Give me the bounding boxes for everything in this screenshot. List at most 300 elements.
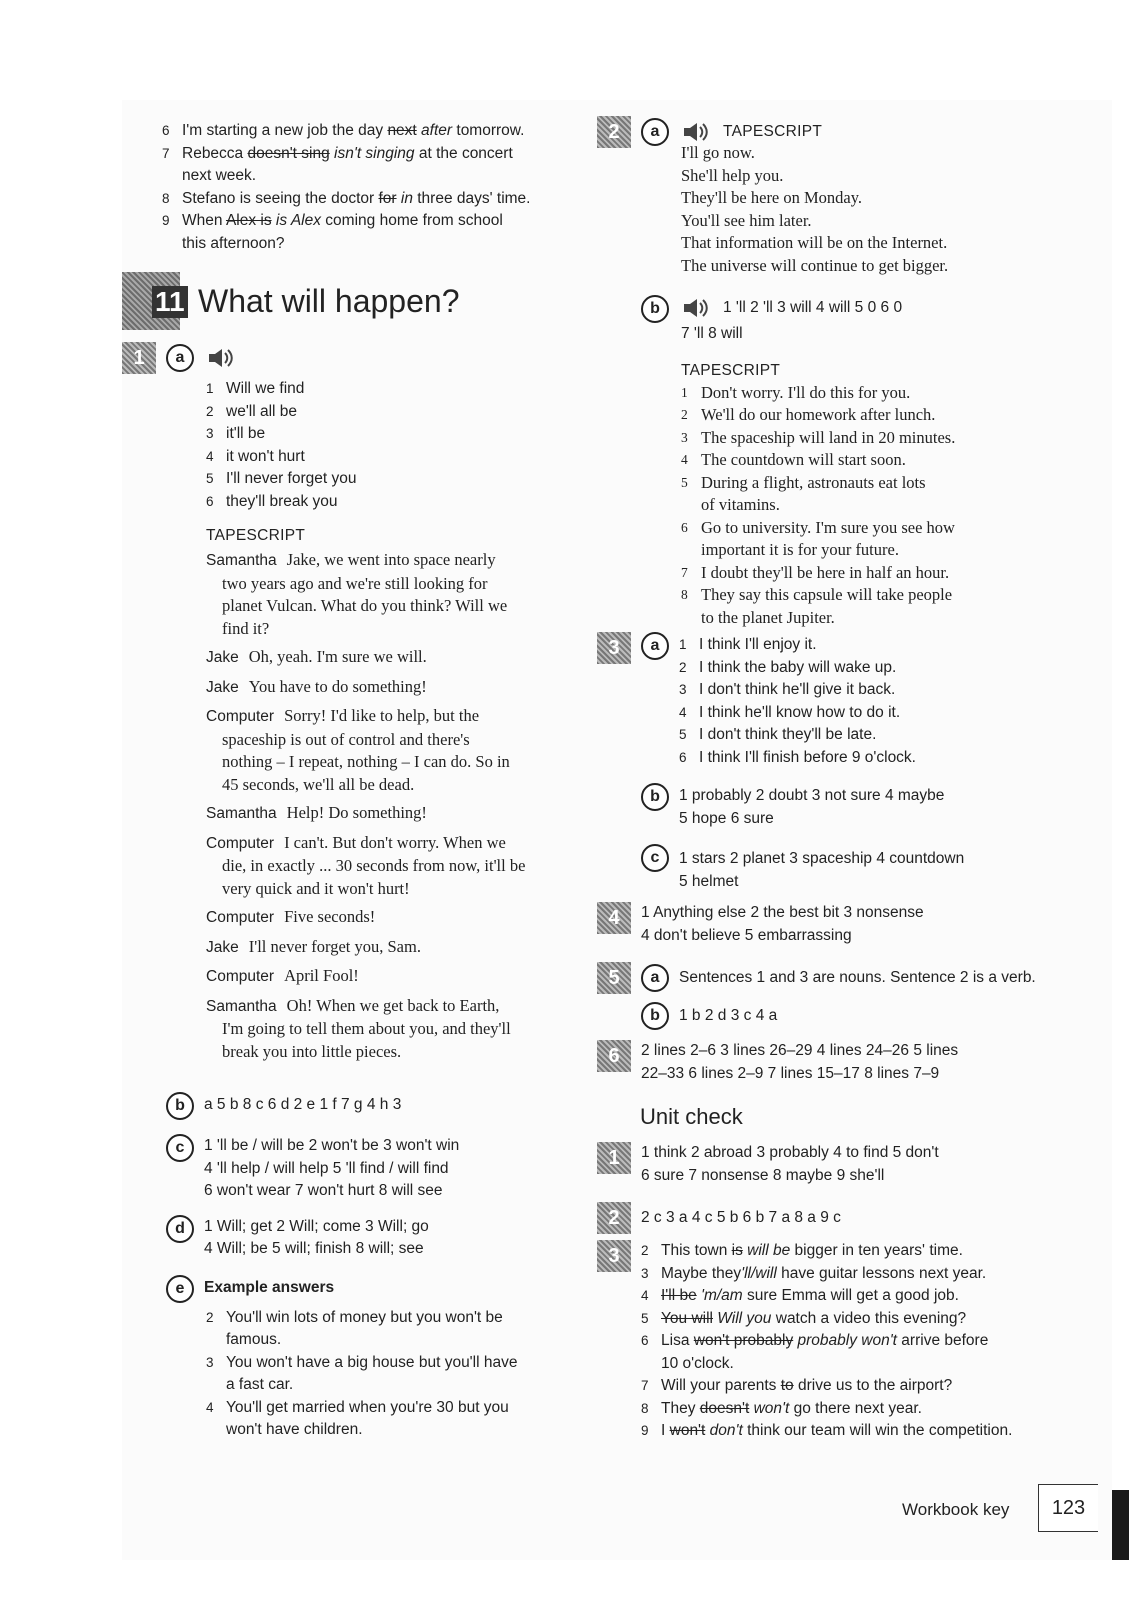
- answer-text: I'm starting a new job the day: [182, 122, 388, 139]
- dialogue-text: planet Vulcan. What do you think? Will we: [222, 596, 508, 615]
- ex2-b-line2: 7 'll 8 will: [681, 325, 743, 342]
- unit-check-1-answers: [641, 1142, 939, 1187]
- speaker-name: Computer: [206, 834, 275, 852]
- answer-text: This town: [661, 1242, 732, 1259]
- dialogue-text: You have to do something!: [248, 676, 427, 696]
- dialogue-text: April Fool!: [284, 966, 359, 985]
- item-number: 3: [206, 1354, 214, 1370]
- item-text: [661, 1420, 1101, 1443]
- page-edge-strip: [1112, 1490, 1129, 1560]
- answer-text: arrive before: [897, 1332, 989, 1349]
- correction-text: Will you: [713, 1309, 772, 1327]
- tapescript-line: I'll go now.: [681, 143, 755, 162]
- tapescript-line: [681, 562, 1107, 585]
- answer-row: [679, 747, 916, 770]
- item-number: 1: [679, 637, 687, 652]
- answer-text: Maybe they: [661, 1264, 742, 1282]
- dialogue-text: two years ago and we're still looking for: [222, 573, 488, 593]
- exercise-1: [122, 342, 592, 1069]
- item-text: I doubt they'll be here in half an hour.: [701, 562, 950, 582]
- unit-header: [122, 272, 459, 330]
- crossed-out-text: You will: [661, 1309, 713, 1327]
- dialogue-text: break you into little pieces.: [222, 1041, 402, 1061]
- answer-row: 1 Anything else 2 the best bit 3 nonsense: [641, 904, 924, 921]
- tapescript-line: [681, 427, 1107, 450]
- dialogue-line: [206, 906, 566, 930]
- item-text: they'll break you: [226, 492, 338, 510]
- exercise-number-badge: 2: [597, 1202, 631, 1234]
- item-text: [661, 1398, 1101, 1421]
- page-number: 123: [1038, 1484, 1098, 1532]
- item-number: 2: [679, 659, 687, 675]
- item-number: 3: [206, 426, 214, 441]
- unit-check-3-answers: [641, 1240, 1101, 1443]
- correction-text: will be: [742, 1242, 791, 1259]
- answer-text: 10 o'clock.: [661, 1354, 734, 1372]
- answer-row: 5 helmet: [679, 872, 739, 890]
- crossed-out-text: is: [731, 1242, 743, 1259]
- item-number: 4: [641, 1288, 649, 1303]
- dialogue-text: Five seconds!: [284, 907, 376, 926]
- answer-row: 1 Will; get 2 Will; come 3 Will; go: [204, 1217, 429, 1235]
- answer-row: [206, 446, 592, 469]
- tapescript-line: [681, 382, 1107, 405]
- item-text: [661, 1375, 1101, 1398]
- dialogue-line: [206, 751, 566, 774]
- answer-row: 5 hope 6 sure: [679, 809, 774, 827]
- ex6-answers: [641, 1040, 958, 1085]
- tapescript-dialogue: [206, 549, 566, 1063]
- answer-row: 1 probably 2 doubt 3 not sure 4 maybe: [679, 787, 945, 804]
- answer-row: 22–33 6 lines 2–9 7 lines 15–17 8 lines 7–9: [641, 1064, 940, 1082]
- item-text: I think he'll know how to do it.: [699, 703, 901, 721]
- item-number: [206, 1419, 226, 1442]
- answer-text: When: [182, 212, 226, 229]
- dialogue-turn: [206, 832, 566, 901]
- answer-text: Lisa: [661, 1332, 694, 1349]
- item-text: it'll be: [226, 425, 266, 442]
- unit-number: 11: [152, 286, 188, 318]
- ex5-a-answer: Sentences 1 and 3 are nouns. Sentence 2 is a verb.: [679, 968, 1036, 986]
- tapescript-line: She'll help you.: [681, 165, 784, 185]
- item-number: 1: [681, 384, 688, 400]
- correction-text: isn't singing: [329, 144, 415, 162]
- dialogue-text: spaceship is out of control and there's: [222, 729, 470, 749]
- answer-row: [641, 1353, 1101, 1376]
- answer-row: [641, 1330, 1101, 1353]
- item-text: famous.: [226, 1331, 282, 1348]
- crossed-out-text: to: [780, 1377, 794, 1394]
- dialogue-line: [206, 774, 566, 797]
- dialogue-turn: [206, 965, 566, 989]
- item-text: I don't think he'll give it back.: [699, 681, 896, 698]
- answer-row: [206, 1307, 586, 1330]
- unit-check-2-answers: 2 c 3 a 4 c 5 b 6 b 7 a 8 a 9 c: [641, 1208, 841, 1226]
- answer-text: They: [661, 1399, 700, 1417]
- item-number: 8: [162, 190, 170, 206]
- item-number: 2: [641, 1243, 649, 1258]
- answer-row: [206, 1419, 586, 1442]
- answer-row: 1 think 2 abroad 3 probably 4 to find 5 don't: [641, 1144, 939, 1161]
- item-number: 8: [641, 1400, 649, 1416]
- answer-row: [206, 468, 592, 491]
- answer-row: [206, 1329, 586, 1352]
- ex1-b-answers: a 5 b 8 c 6 d 2 e 1 f 7 g 4 h 3: [204, 1096, 402, 1113]
- item-text: [661, 1240, 1101, 1263]
- answer-text: think our team will win the competition.: [742, 1422, 1013, 1439]
- answer-text: go there next year.: [789, 1399, 922, 1417]
- answer-text: Will your parents: [661, 1377, 781, 1394]
- answer-row: [206, 378, 592, 401]
- tapescript-line: [681, 449, 1107, 472]
- item-text: I think the baby will wake up.: [699, 658, 897, 676]
- part-a-marker: a: [166, 344, 194, 372]
- item-text: I think I'll finish before 9 o'clock.: [699, 748, 916, 766]
- dialogue-turn: [206, 995, 566, 1064]
- answer-row: [206, 1374, 586, 1397]
- answer-text: sure Emma will get a good job.: [742, 1287, 959, 1304]
- answer-text: this afternoon?: [182, 234, 285, 252]
- dialogue-text: Help! Do something!: [286, 803, 427, 822]
- answer-row: 6 won't wear 7 won't hurt 8 will see: [204, 1182, 443, 1199]
- answer-row: 6 sure 7 nonsense 8 maybe 9 she'll: [641, 1166, 885, 1184]
- item-text: [182, 143, 580, 166]
- item-number: 3: [679, 682, 687, 697]
- tapescript-label: TAPESCRIPT: [206, 527, 306, 544]
- answer-row: 4 'll help / will help 5 'll find / will find: [204, 1159, 449, 1177]
- part-e-marker: e: [166, 1275, 194, 1303]
- answer-text: watch a video this evening?: [771, 1309, 967, 1327]
- answer-text: tomorrow.: [452, 122, 525, 139]
- dialogue-line: [206, 573, 566, 596]
- unit-check-3: [597, 1240, 1112, 1443]
- answer-row: [641, 1375, 1101, 1398]
- item-text: Will we find: [226, 380, 305, 397]
- answer-text: coming home from school: [321, 212, 503, 229]
- part-b-marker: b: [641, 295, 669, 323]
- answer-row: [206, 1352, 586, 1375]
- crossed-out-text: won't: [669, 1422, 706, 1439]
- item-text: You'll win lots of money but you won't be: [226, 1308, 503, 1326]
- speaker-name: Computer: [206, 968, 275, 985]
- dialogue-line: [206, 618, 566, 641]
- dialogue-text: very quick and it won't hurt!: [222, 878, 410, 898]
- answer-row: [641, 1398, 1101, 1421]
- ex2-tapescript-list: [681, 382, 1107, 630]
- ex3-c-answers: [679, 848, 964, 893]
- answer-text: Rebecca: [182, 144, 248, 162]
- answer-row: 1 stars 2 planet 3 spaceship 4 countdown: [679, 850, 965, 867]
- tapescript-line: That information will be on the Internet.: [681, 233, 948, 252]
- item-number: 6: [681, 519, 688, 535]
- speaker-name: Samantha: [206, 552, 277, 569]
- tapescript-line: [681, 584, 1107, 607]
- answer-row: [641, 1240, 1101, 1263]
- item-number: [681, 494, 701, 517]
- crossed-out-text: Alex is: [225, 212, 272, 229]
- item-text: The spaceship will land in 20 minutes.: [701, 427, 956, 447]
- item-text: [661, 1330, 1101, 1353]
- answer-row: [641, 1308, 1101, 1331]
- exercise-number-badge: 5: [597, 962, 631, 994]
- item-text: Don't worry. I'll do this for you.: [701, 382, 911, 402]
- answer-text: drive us to the airport?: [793, 1377, 953, 1394]
- item-text: [182, 188, 580, 211]
- item-text: [661, 1308, 1101, 1331]
- item-number: 9: [162, 213, 170, 228]
- dialogue-line: [206, 676, 566, 700]
- item-number: 1: [206, 381, 214, 396]
- speaker-name: Samantha: [206, 997, 277, 1015]
- correction-text: probably won't: [793, 1332, 897, 1349]
- answer-text: Stefano is seeing the doctor: [182, 189, 379, 207]
- exercise-number-badge: 4: [597, 902, 631, 934]
- answer-row: [679, 702, 916, 725]
- dialogue-text: I'll never forget you, Sam.: [248, 936, 421, 956]
- correction-text: 'll/will: [741, 1264, 777, 1282]
- answer-row: [641, 1285, 1101, 1308]
- unit-check-1: [597, 1142, 1107, 1187]
- item-number: 3: [681, 429, 688, 445]
- item-number: 7: [681, 564, 688, 580]
- exercise-4: [597, 902, 1107, 947]
- answer-row: [679, 657, 916, 680]
- item-number: 5: [641, 1310, 649, 1326]
- crossed-out-text: won't probably: [693, 1332, 794, 1349]
- dialogue-line: [206, 705, 566, 729]
- dialogue-line: [206, 646, 566, 670]
- answer-text: at the concert: [414, 144, 513, 162]
- item-text: The countdown will start soon.: [701, 450, 906, 469]
- dialogue-text: I'm going to tell them about you, and they'll: [222, 1019, 511, 1038]
- tapescript-line: The universe will continue to get bigger.: [681, 255, 949, 275]
- ex3-b-answers: [679, 785, 944, 830]
- answer-text: three days' time.: [412, 189, 531, 207]
- example-answers-label: Example answers: [204, 1279, 335, 1297]
- item-number: 4: [679, 704, 687, 720]
- dialogue-line: [206, 965, 566, 989]
- exercise-number-badge: 3: [597, 632, 631, 664]
- ex1-a-answers: [206, 378, 592, 513]
- list-item: [162, 143, 580, 166]
- item-number: 6: [206, 493, 214, 509]
- exercise-number-badge: 1: [597, 1142, 631, 1174]
- list-item: [162, 120, 580, 143]
- part-b-marker: b: [641, 783, 669, 811]
- item-number: [162, 165, 182, 188]
- item-text: [182, 165, 580, 188]
- ex2-a-tapescript: [681, 142, 1107, 277]
- exercise-6: [597, 1040, 1107, 1085]
- item-text: to the planet Jupiter.: [701, 607, 835, 627]
- dialogue-turn: [206, 906, 566, 930]
- dialogue-line: [206, 549, 566, 573]
- answer-text: I: [661, 1422, 670, 1439]
- dialogue-line: [206, 802, 566, 826]
- answer-text: bigger in ten years' time.: [790, 1242, 963, 1259]
- item-text: I think I'll enjoy it.: [699, 636, 817, 653]
- ex1-c-answers: [204, 1135, 459, 1203]
- answer-row: [206, 1397, 586, 1420]
- speaker-name: Jake: [206, 678, 239, 696]
- dialogue-text: Oh, yeah. I'm sure we will.: [248, 647, 427, 666]
- answer-row: 2 lines 2–6 3 lines 26–29 4 lines 24–26 5 lines: [641, 1042, 959, 1059]
- dialogue-text: I can't. But don't worry. When we: [284, 832, 506, 852]
- item-number: 2: [681, 407, 688, 422]
- item-number: 4: [206, 1399, 214, 1415]
- dialogue-turn: [206, 676, 566, 700]
- tapescript-line: [681, 517, 1107, 540]
- dialogue-text: nothing – I repeat, nothing – I can do. So in: [222, 752, 510, 771]
- dialogue-line: [206, 832, 566, 856]
- item-number: 4: [206, 448, 214, 464]
- dialogue-line: [206, 595, 566, 618]
- speaker-name: Jake: [206, 649, 239, 666]
- list-item: [162, 233, 580, 256]
- part-b-marker: b: [641, 1002, 669, 1030]
- crossed-out-text: next: [387, 122, 417, 139]
- crossed-out-text: I'll be: [661, 1287, 697, 1304]
- item-number: 9: [641, 1423, 649, 1438]
- dialogue-turn: [206, 705, 566, 796]
- item-number: 8: [681, 587, 688, 602]
- exercise-number-badge: 6: [597, 1040, 631, 1072]
- correction-text: don't: [705, 1422, 743, 1439]
- tapescript-line: [681, 404, 1107, 427]
- correction-text: after: [416, 122, 453, 139]
- dialogue-text: Sorry! I'd like to help, but the: [284, 706, 480, 725]
- speaker-icon: [679, 295, 713, 321]
- ex3-a-answers: [679, 634, 916, 769]
- speaker-name: Computer: [206, 909, 275, 926]
- answer-row: 4 don't believe 5 embarrassing: [641, 926, 852, 944]
- ex1-e-answers: [206, 1307, 586, 1442]
- dialogue-text: die, in exactly ... 30 seconds from now, it'll be: [222, 856, 526, 875]
- answer-row: [679, 679, 916, 702]
- exercise-1-rest: [166, 1092, 586, 1442]
- crossed-out-text: for: [378, 189, 397, 207]
- list-item: [162, 188, 580, 211]
- correction-text: in: [396, 189, 413, 207]
- exercise-number-badge: 2: [597, 116, 631, 148]
- exercise-2: [597, 116, 1107, 629]
- item-text: I'll never forget you: [226, 470, 357, 487]
- item-number: [162, 233, 182, 256]
- list-item: [162, 210, 580, 233]
- dialogue-line: [206, 1018, 566, 1041]
- item-text: You'll get married when you're 30 but you: [226, 1398, 509, 1416]
- answer-row: [641, 1420, 1101, 1443]
- exercise-number-badge: 3: [597, 1240, 631, 1272]
- item-number: [681, 607, 701, 630]
- item-number: 5: [681, 474, 688, 490]
- part-d-marker: d: [166, 1215, 194, 1243]
- item-text: Go to university. I'm sure you see how: [701, 517, 955, 537]
- crossed-out-text: doesn't sing: [247, 144, 330, 162]
- answer-row: [206, 423, 592, 446]
- dialogue-line: [206, 1041, 566, 1064]
- correction-text: is Alex: [271, 212, 321, 229]
- ex5-b-answer: 1 b 2 d 3 c 4 a: [679, 1006, 778, 1024]
- tapescript-line: [681, 494, 1107, 517]
- ex4-answers: [641, 902, 924, 947]
- unit-title: What will happen?: [198, 282, 460, 319]
- answer-row: [641, 1263, 1101, 1286]
- dialogue-line: [206, 855, 566, 878]
- item-number: 6: [679, 749, 687, 765]
- left-column: [120, 120, 580, 255]
- part-a-marker: a: [641, 964, 669, 992]
- item-text: won't have children.: [226, 1421, 363, 1438]
- part-a-marker: a: [641, 118, 669, 146]
- answer-row: [679, 634, 916, 657]
- item-text: [182, 210, 580, 233]
- item-number: [206, 1374, 226, 1397]
- item-text: They say this capsule will take people: [701, 585, 953, 604]
- dialogue-line: [206, 878, 566, 901]
- dialogue-text: find it?: [222, 618, 270, 638]
- tapescript-line: You'll see him later.: [681, 210, 812, 230]
- item-number: 2: [206, 1309, 214, 1325]
- tapescript-label: TAPESCRIPT: [681, 361, 781, 379]
- dialogue-line: [206, 995, 566, 1019]
- dialogue-text: Oh! When we get back to Earth,: [286, 995, 500, 1015]
- item-text: [182, 120, 580, 143]
- exercise-3: [597, 632, 1107, 893]
- dialogue-text: 45 seconds, we'll all be dead.: [222, 774, 415, 794]
- part-a-marker: a: [641, 632, 669, 660]
- item-number: 6: [162, 123, 170, 138]
- item-number: 7: [641, 1378, 649, 1393]
- answer-text: have guitar lessons next year.: [776, 1264, 987, 1282]
- answer-text: next week.: [182, 167, 257, 184]
- item-text: [182, 233, 580, 256]
- item-number: 7: [162, 145, 170, 161]
- answer-row: [206, 491, 592, 514]
- dialogue-turn: [206, 646, 566, 670]
- correction-text: won't: [749, 1399, 790, 1417]
- speaker-name: Jake: [206, 938, 239, 956]
- unit-check-2: [597, 1202, 1107, 1234]
- answer-row: [206, 401, 592, 424]
- item-text: it won't hurt: [226, 447, 305, 465]
- dialogue-turn: [206, 549, 566, 640]
- crossed-out-text: doesn't: [699, 1399, 750, 1417]
- unit-check-title: Unit check: [640, 1104, 743, 1129]
- part-c-marker: c: [641, 844, 669, 872]
- part-b-marker: b: [166, 1092, 194, 1120]
- item-text: [661, 1285, 1101, 1308]
- item-number: 2: [206, 403, 214, 419]
- part-c-marker: c: [166, 1134, 194, 1162]
- item-text: During a flight, astronauts eat lots: [701, 472, 926, 492]
- speaker-name: Computer: [206, 708, 275, 725]
- footer-label: Workbook key: [902, 1500, 1010, 1519]
- speaker-name: Samantha: [206, 805, 277, 822]
- dialogue-turn: [206, 936, 566, 960]
- item-number: [641, 1353, 661, 1376]
- tapescript-line: [681, 472, 1107, 495]
- item-text: we'll all be: [226, 402, 298, 420]
- item-text: a fast car.: [226, 1376, 294, 1393]
- item-number: 5: [206, 471, 214, 486]
- item-text: I don't think they'll be late.: [699, 726, 877, 743]
- dialogue-line: [206, 729, 566, 752]
- item-number: 5: [679, 727, 687, 742]
- item-text: You won't have a big house but you'll have: [226, 1353, 518, 1371]
- item-number: 3: [641, 1265, 649, 1281]
- tapescript-label: TAPESCRIPT: [723, 123, 823, 140]
